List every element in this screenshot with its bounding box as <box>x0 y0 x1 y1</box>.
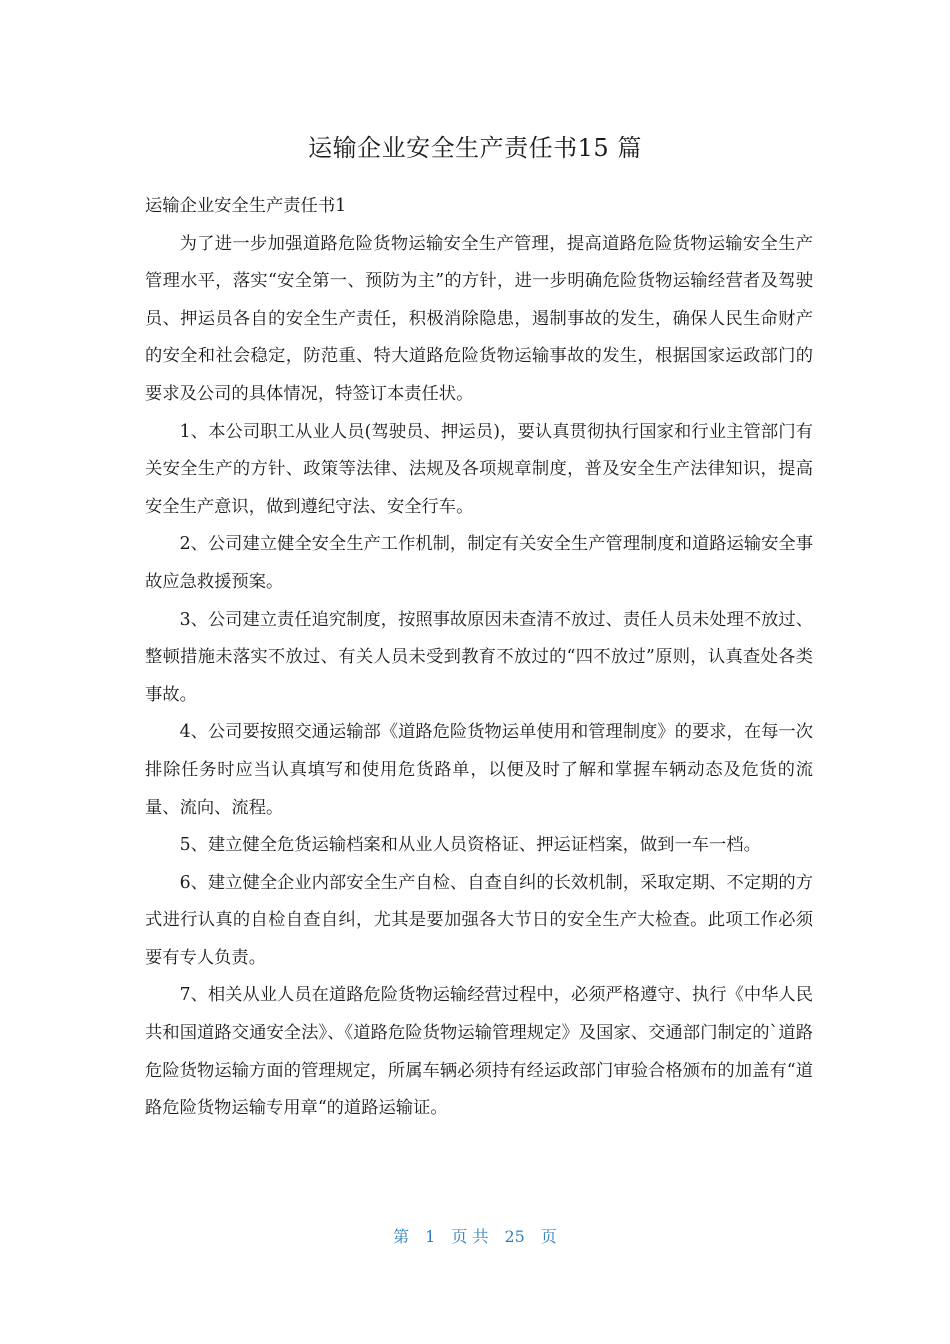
document-body <box>145 188 813 1128</box>
paragraph-item-6: 6、建立健全企业内部安全生产自检、自查自纠的长效机制，采取定期、不定期的方式进行认真的自检自查自纠，尤其是要加强各大节日的安全生产大检查。此项工作必须要有专人负责。 <box>145 872 813 968</box>
section-heading: 运输企业安全生产责任书1 <box>145 196 347 216</box>
paragraph-item-1: 1、本公司职工从业人员(驾驶员、押运员)，要认真贯彻执行国家和行业主管部门有关安全生产的方针、政策等法律、法规及各项规章制度，普及安全生产法律知识，提高安全生产意识，做到遵纪守法、安全行车。 <box>145 421 813 517</box>
page-number-footer: 第 1 页 共 25 页 <box>393 1227 557 1246</box>
paragraph-intro: 为了进一步加强道路危险货物运输安全生产管理，提高道路危险货物运输安全生产管理水平，落实“安全第一、预防为主”的方针，进一步明确危险货物运输经营者及驾驶员、押运员各自的安全生产责任，积极消除隐患，遏制事故的发生，确保人民生命财产的安全和社会稳定，防范重、特大道路危险货物运输事故的发生，根据国家运政部门的要求及公司的具体情况，特签订本责任状。 <box>145 233 813 404</box>
paragraph-item-2: 2、公司建立健全安全生产工作机制，制定有关安全生产管理制度和道路运输安全事故应急救援预案。 <box>145 534 813 592</box>
paragraph-item-4: 4、公司要按照交通运输部《道路危险货物运单使用和管理制度》的要求，在每一次排除任务时应当认真填写和使用危货路单，以便及时了解和掌握车辆动态及危货的流量、流向、流程。 <box>145 722 813 818</box>
document-title: 运输企业安全生产责任书15 篇 <box>308 134 642 162</box>
paragraph-item-7: 7、相关从业人员在道路危险货物运输经营过程中，必须严格遵守、执行《中华人民共和国道路交通安全法》、《道路危险货物运输管理规定》及国家、交通部门制定的`道路危险货物运输方面的管理规定，所属车辆必须持有经运政部门审验合格颁布的加盖有“道路危险货物运输专用章“的道路运输证。 <box>145 985 813 1119</box>
paragraph-item-5: 5、建立健全危货运输档案和从业人员资格证、押运证档案，做到一车一档。 <box>179 835 761 856</box>
paragraph-item-3: 3、公司建立责任追究制度，按照事故原因未查清不放过、责任人员未处理不放过、整顿措施未落实不放过、有关人员未受到教育不放过的“四不放过”原则，认真查处各类事故。 <box>145 609 813 705</box>
